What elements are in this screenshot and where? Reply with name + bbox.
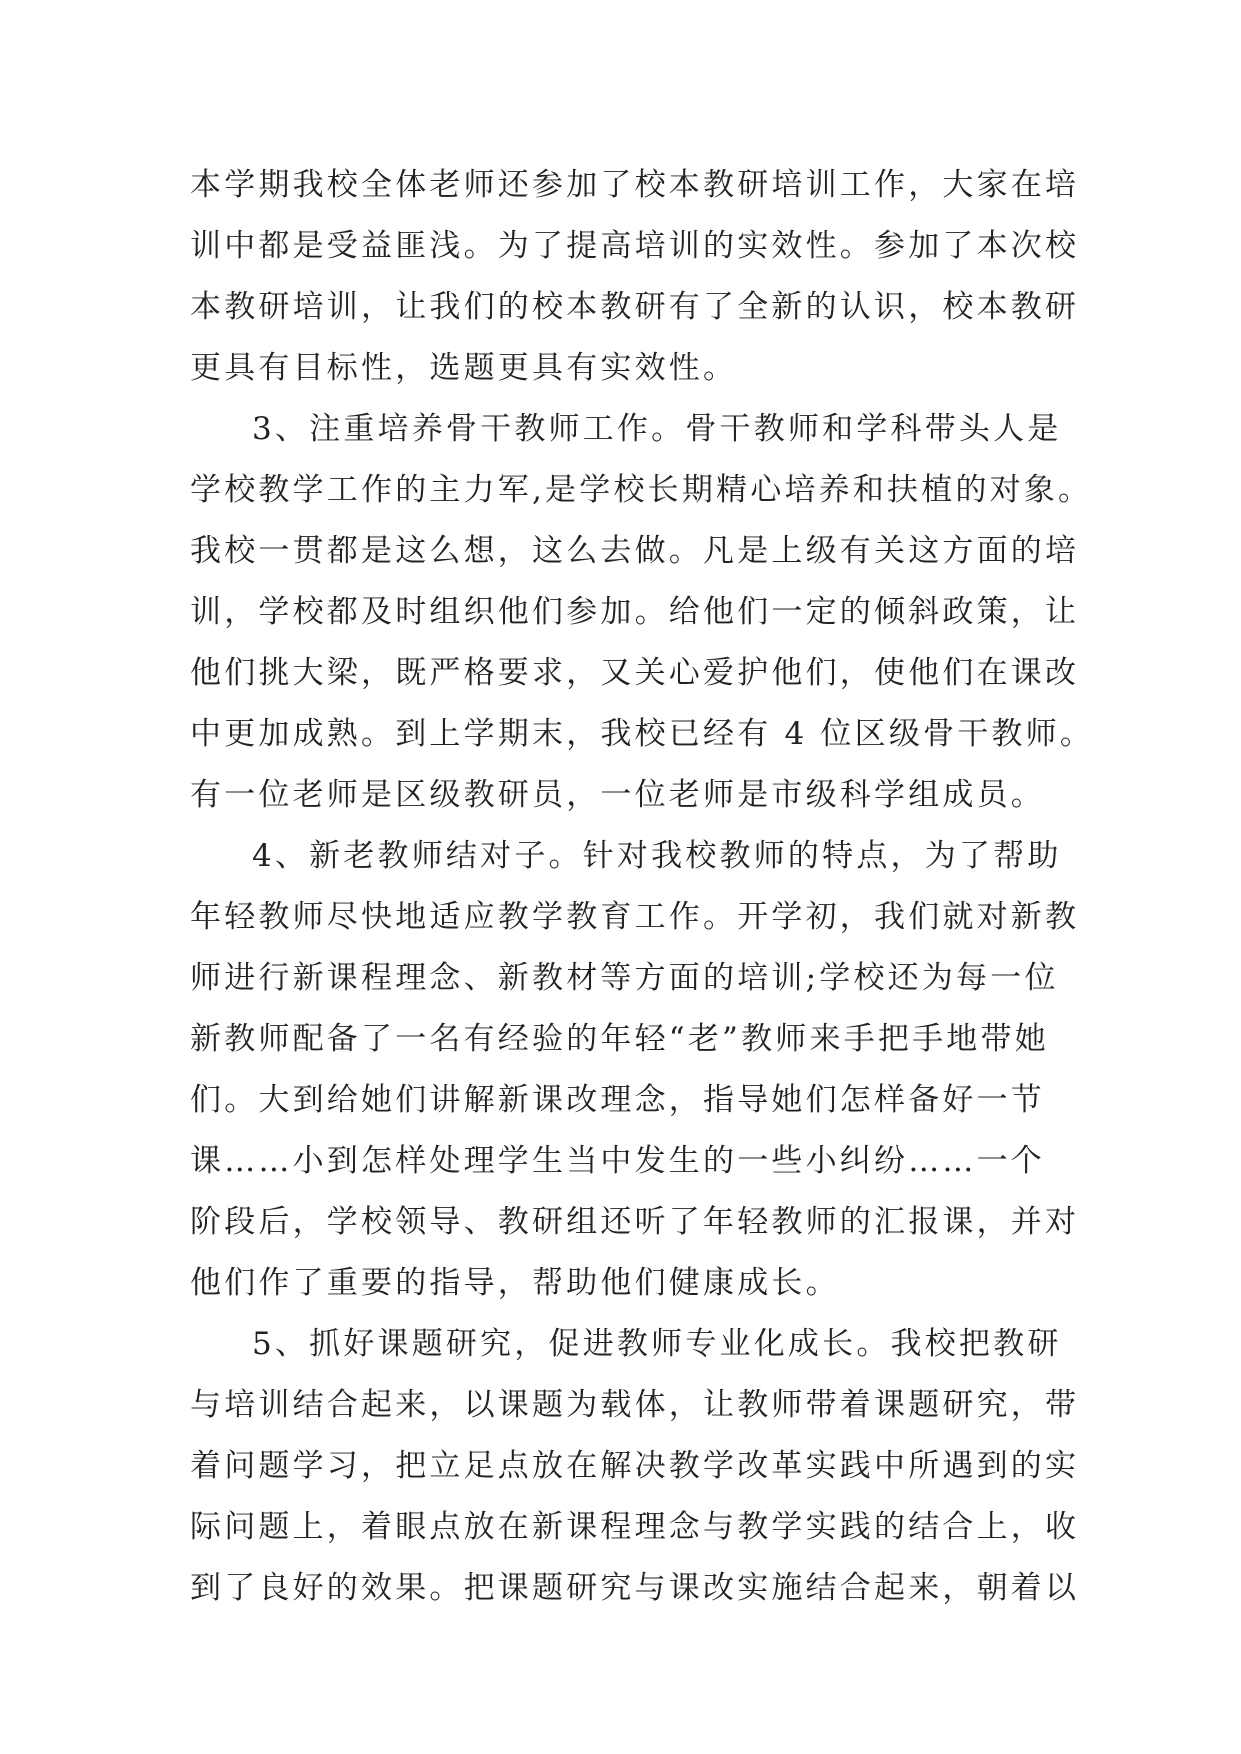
text-line: 有一位老师是区级教研员，一位老师是市级科学组成员。 bbox=[190, 777, 1045, 813]
text-line: 训，学校都及时组织他们参加。给他们一定的倾斜政策，让 bbox=[190, 594, 1080, 630]
text-line: 际问题上，着眼点放在新课程理念与教学实践的结合上，收 bbox=[190, 1509, 1080, 1545]
text-line: 本学期我校全体老师还参加了校本教研培训工作，大家在培 bbox=[190, 167, 1080, 203]
paragraph-first-line: 5、抓好课题研究，促进教师专业化成长。我校把教研 bbox=[252, 1326, 1062, 1362]
text-line: 到了良好的效果。把课题研究与课改实施结合起来，朝着以 bbox=[190, 1570, 1080, 1606]
text-line: 学校教学工作的主力军,是学校长期精心培养和扶植的对象。 bbox=[190, 472, 1093, 508]
text-line: 与培训结合起来，以课题为载体，让教师带着课题研究，带 bbox=[190, 1387, 1080, 1423]
text-line: 们。大到给她们讲解新课改理念，指导她们怎样备好一节 bbox=[190, 1082, 1045, 1118]
body-text bbox=[190, 155, 1095, 1619]
text-line: 他们作了重要的指导，帮助他们健康成长。 bbox=[190, 1265, 840, 1301]
paragraph-first-line: 4、新老教师结对子。针对我校教师的特点，为了帮助 bbox=[252, 838, 1062, 874]
text-line: 他们挑大梁，既严格要求，又关心爱护他们，使他们在课改 bbox=[190, 655, 1080, 691]
text-line: 更具有目标性，选题更具有实效性。 bbox=[190, 350, 738, 386]
text-line: 课……小到怎样处理学生当中发生的一些小纠纷……一个 bbox=[190, 1143, 1045, 1179]
text-line: 师进行新课程理念、新教材等方面的培训;学校还为每一位 bbox=[190, 960, 1059, 996]
text-line: 我校一贯都是这么想，这么去做。凡是上级有关这方面的培 bbox=[190, 533, 1080, 569]
text-line: 年轻教师尽快地适应教学教育工作。开学初，我们就对新教 bbox=[190, 899, 1080, 935]
text-line: 阶段后，学校领导、教研组还听了年轻教师的汇报课，并对 bbox=[190, 1204, 1080, 1240]
text-line: 中更加成熟。到上学期末，我校已经有 4 位区级骨干教师。 bbox=[190, 716, 1095, 752]
text-line: 着问题学习，把立足点放在解决教学改革实践中所遇到的实 bbox=[190, 1448, 1080, 1484]
text-line: 新教师配备了一名有经验的年轻“老”教师来手把手地带她 bbox=[190, 1021, 1049, 1057]
paragraph-first-line: 3、注重培养骨干教师工作。骨干教师和学科带头人是 bbox=[252, 411, 1062, 447]
text-line: 训中都是受益匪浅。为了提高培训的实效性。参加了本次校 bbox=[190, 228, 1080, 264]
text-line: 本教研培训，让我们的校本教研有了全新的认识，校本教研 bbox=[190, 289, 1080, 325]
